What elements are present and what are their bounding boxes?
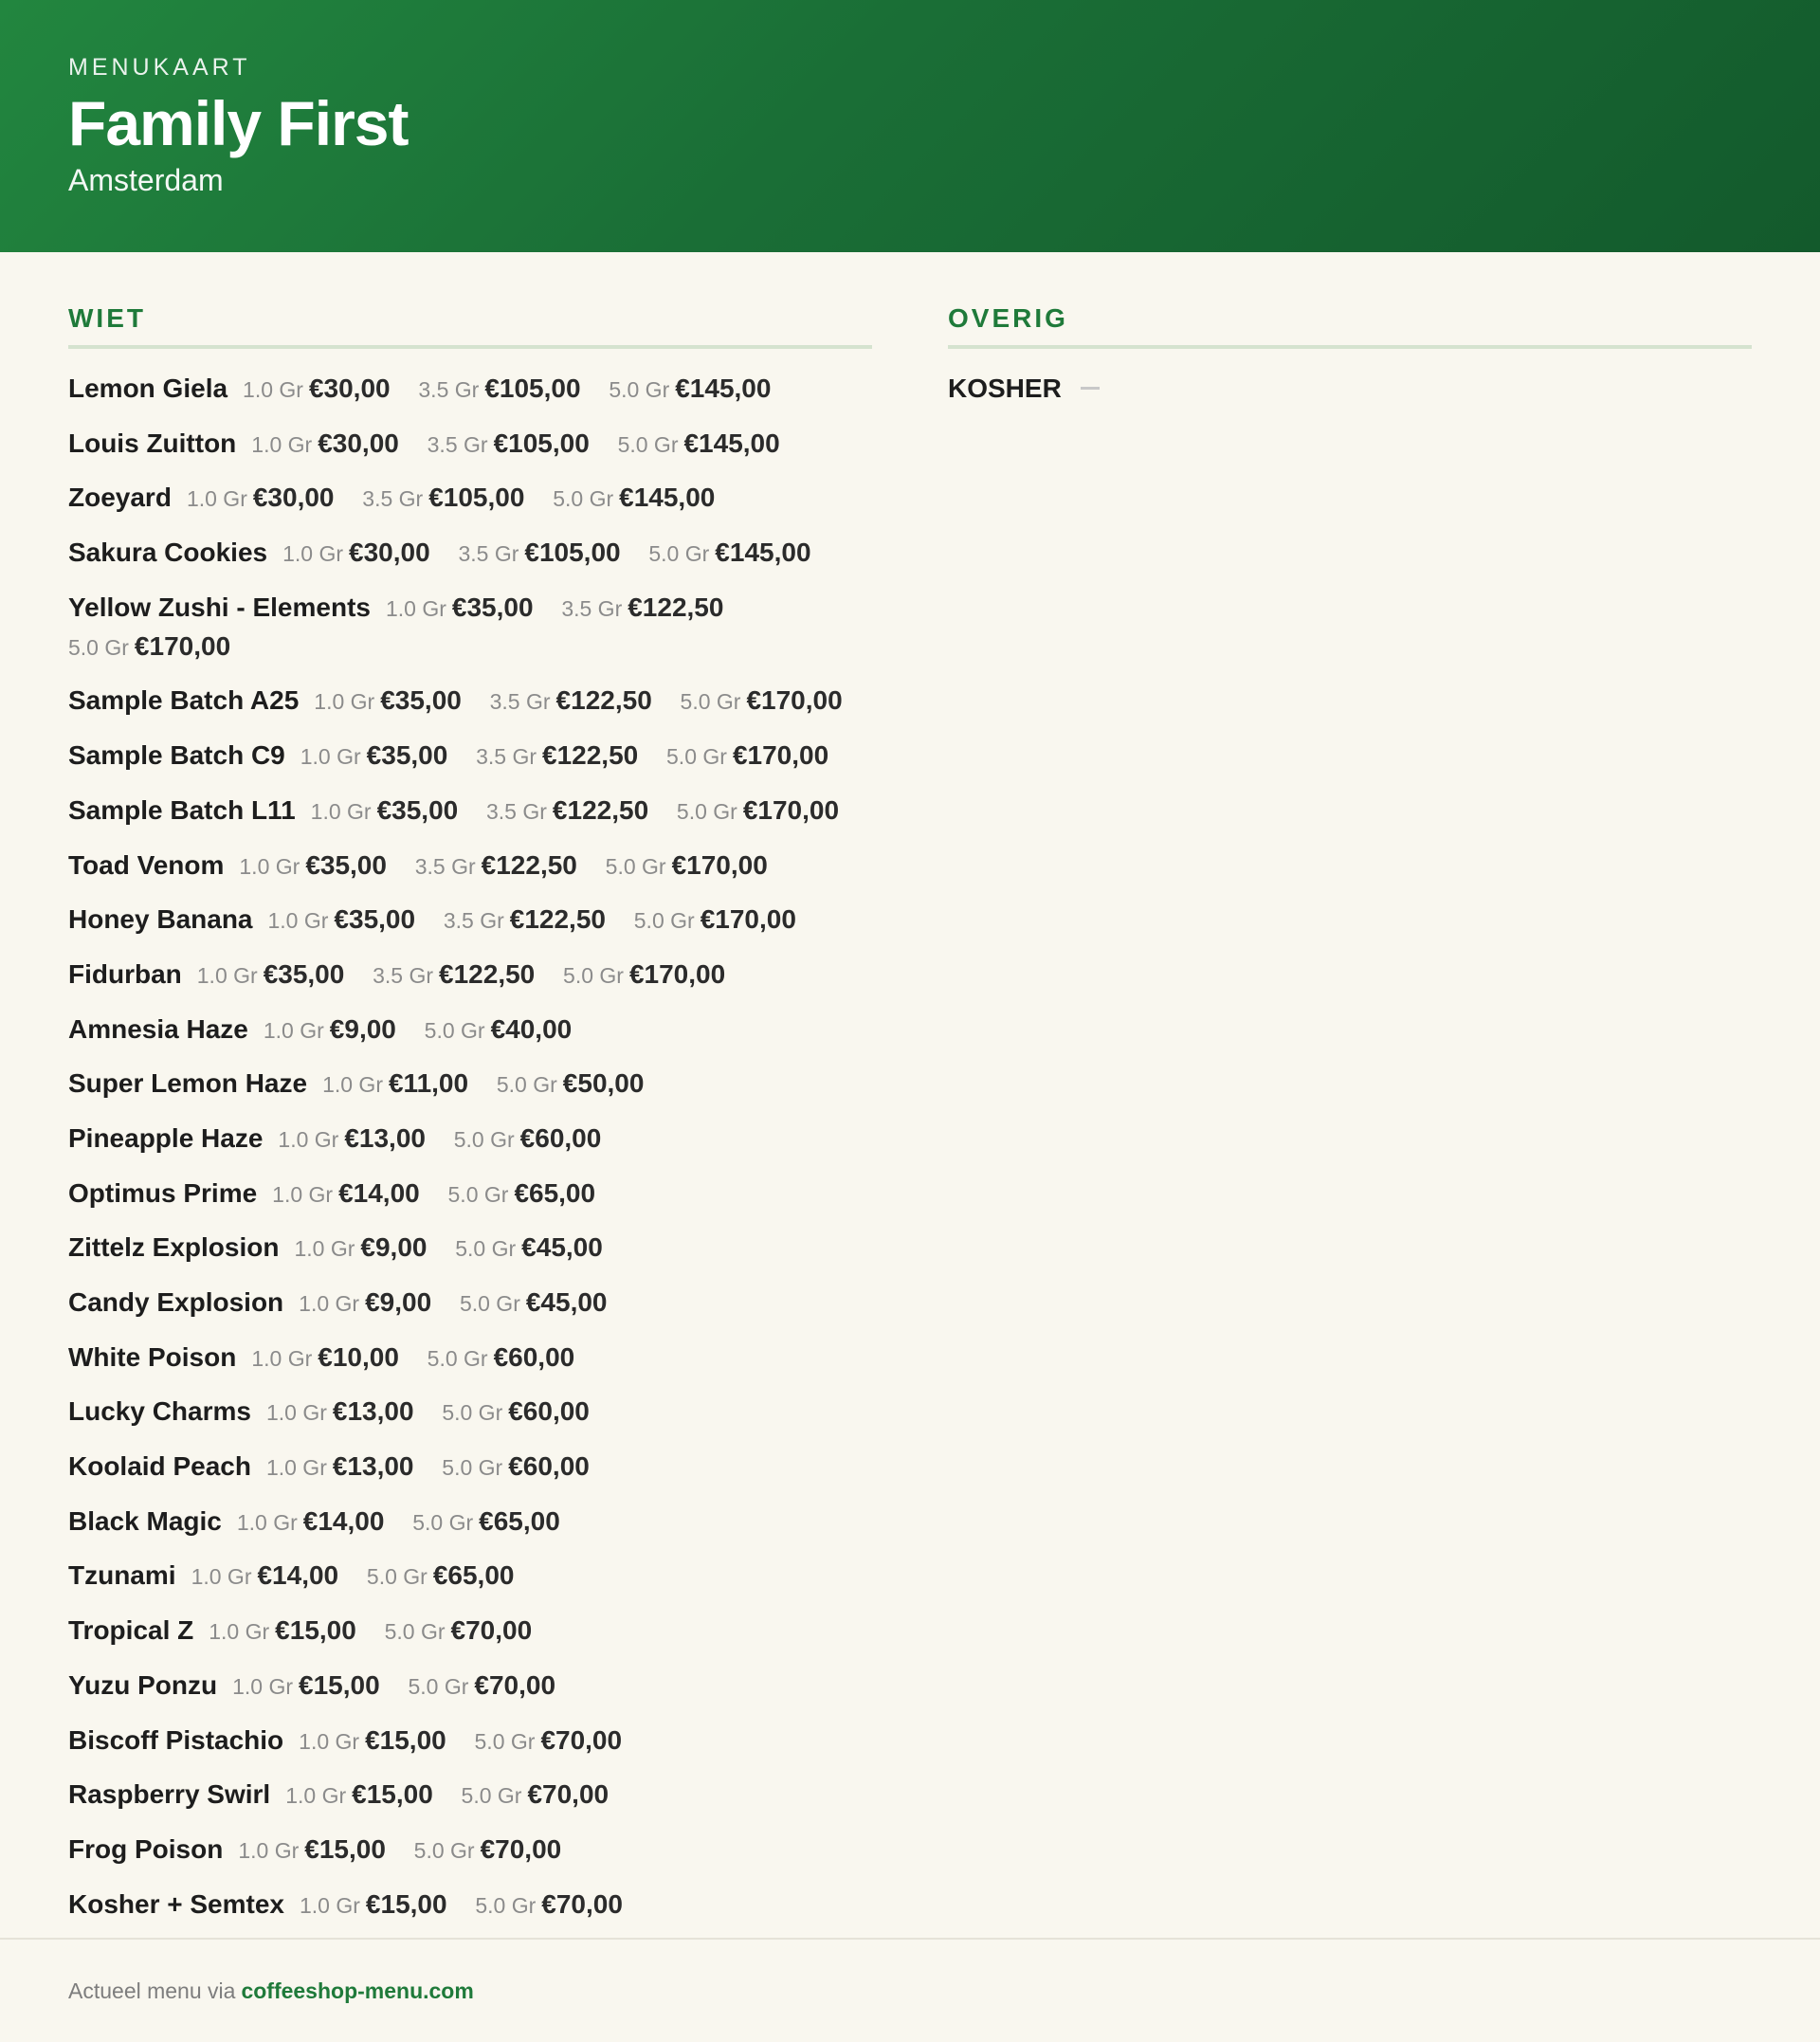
price-option bbox=[490, 685, 652, 715]
price-weight: 5.0 Gr bbox=[680, 689, 741, 715]
price-value: €70,00 bbox=[474, 1669, 556, 1700]
price-value: €65,00 bbox=[479, 1505, 560, 1536]
menu-item bbox=[68, 1120, 872, 1158]
price-value: €170,00 bbox=[671, 849, 768, 880]
price-weight: 1.0 Gr bbox=[236, 1509, 298, 1535]
price-option bbox=[462, 1779, 610, 1809]
menu-item bbox=[68, 1448, 872, 1486]
menu-eyebrow: MENUKAART bbox=[68, 54, 251, 81]
price-option bbox=[563, 959, 725, 989]
price-value: €60,00 bbox=[508, 1451, 590, 1482]
price-option bbox=[609, 374, 771, 403]
price-weight: 5.0 Gr bbox=[563, 962, 624, 988]
menu-item bbox=[68, 847, 872, 885]
price-option bbox=[497, 1068, 645, 1098]
item-name: KOSHER bbox=[948, 374, 1062, 403]
price-value: €105,00 bbox=[493, 428, 590, 458]
price-option bbox=[681, 685, 843, 715]
price-value: €35,00 bbox=[334, 904, 416, 935]
menu-item bbox=[68, 370, 872, 409]
menu-item bbox=[68, 589, 872, 666]
price-weight: 1.0 Gr bbox=[285, 1783, 347, 1809]
section-title: OVERIG bbox=[948, 300, 1752, 349]
price-option bbox=[314, 685, 462, 715]
price-value: €11,00 bbox=[388, 1068, 469, 1099]
price-weight: 1.0 Gr bbox=[191, 1564, 252, 1590]
price-value: €122,50 bbox=[481, 849, 577, 880]
price-weight: 5.0 Gr bbox=[633, 908, 695, 934]
price-value: €170,00 bbox=[732, 740, 829, 771]
price-value: €15,00 bbox=[365, 1888, 447, 1919]
price-option bbox=[476, 740, 638, 770]
price-option bbox=[311, 795, 459, 825]
price-weight: 3.5 Gr bbox=[489, 689, 551, 715]
item-name: Sakura Cookies bbox=[68, 538, 268, 568]
price-option bbox=[322, 1068, 468, 1098]
price-option bbox=[553, 483, 715, 512]
price-option bbox=[187, 483, 335, 512]
item-name: Toad Venom bbox=[68, 849, 225, 880]
price-weight: 5.0 Gr bbox=[475, 1892, 537, 1918]
price-value: €13,00 bbox=[332, 1396, 414, 1427]
price-weight: 5.0 Gr bbox=[553, 486, 614, 512]
price-option bbox=[455, 1232, 603, 1262]
price-value: €170,00 bbox=[742, 794, 840, 825]
price-weight: 1.0 Gr bbox=[299, 1291, 360, 1316]
price-option bbox=[251, 1342, 399, 1372]
price-value: €9,00 bbox=[365, 1287, 432, 1317]
price-weight: 1.0 Gr bbox=[314, 689, 375, 715]
menu-item bbox=[68, 682, 872, 720]
price-weight: 1.0 Gr bbox=[310, 798, 372, 824]
price-weight: 3.5 Gr bbox=[443, 908, 504, 934]
menu-item bbox=[68, 792, 872, 830]
price-weight: 1.0 Gr bbox=[322, 1072, 383, 1098]
menu-item bbox=[68, 1886, 872, 1924]
price-option bbox=[285, 1779, 433, 1809]
price-value: €60,00 bbox=[493, 1341, 575, 1372]
price-weight: 1.0 Gr bbox=[209, 1619, 270, 1645]
item-name: Fidurban bbox=[68, 958, 182, 989]
price-weight: 5.0 Gr bbox=[384, 1619, 446, 1645]
item-name: Lucky Charms bbox=[68, 1396, 251, 1427]
price-option bbox=[486, 795, 648, 825]
price-option bbox=[415, 850, 577, 880]
price-option bbox=[444, 904, 606, 934]
price-option bbox=[299, 1287, 431, 1317]
price-option bbox=[425, 1014, 573, 1044]
price-value: €13,00 bbox=[344, 1122, 426, 1153]
price-weight: 5.0 Gr bbox=[427, 1345, 488, 1371]
price-value: €122,50 bbox=[555, 685, 652, 716]
price-value: €35,00 bbox=[376, 794, 459, 825]
price-option bbox=[460, 1287, 608, 1317]
item-name: Louis Zuitton bbox=[68, 428, 237, 458]
item-name: Optimus Prime bbox=[68, 1177, 258, 1208]
price-option bbox=[561, 593, 723, 622]
price-value: €70,00 bbox=[527, 1779, 610, 1810]
price-weight: 5.0 Gr bbox=[408, 1673, 469, 1699]
price-option bbox=[266, 1396, 414, 1426]
price-weight: 5.0 Gr bbox=[676, 798, 737, 824]
menu-item bbox=[68, 737, 872, 775]
price-option bbox=[300, 740, 448, 770]
price-value: €145,00 bbox=[675, 374, 772, 403]
price-weight: 1.0 Gr bbox=[282, 541, 344, 567]
price-option bbox=[606, 850, 768, 880]
price-value: €10,00 bbox=[318, 1341, 399, 1372]
price-option bbox=[197, 959, 345, 989]
price-value: €65,00 bbox=[432, 1560, 515, 1591]
price-weight: 3.5 Gr bbox=[362, 486, 424, 512]
price-weight: 1.0 Gr bbox=[278, 1126, 339, 1152]
price-weight: 5.0 Gr bbox=[648, 541, 710, 567]
price-option bbox=[418, 374, 580, 403]
price-option bbox=[268, 904, 416, 934]
price-weight: 1.0 Gr bbox=[385, 595, 446, 621]
price-option bbox=[677, 795, 839, 825]
price-option bbox=[408, 1670, 555, 1700]
menu-item bbox=[68, 1557, 872, 1595]
price-option bbox=[300, 1889, 447, 1919]
price-value: €50,00 bbox=[562, 1068, 645, 1099]
shop-city: Amsterdam bbox=[68, 163, 224, 197]
menu-item bbox=[68, 1667, 872, 1705]
price-value: €35,00 bbox=[263, 958, 345, 989]
price-weight: 1.0 Gr bbox=[265, 1455, 327, 1481]
price-value: €105,00 bbox=[524, 538, 621, 568]
item-name: Sample Batch L11 bbox=[68, 794, 296, 825]
price-weight: 1.0 Gr bbox=[251, 1345, 313, 1371]
price-value: €30,00 bbox=[349, 538, 430, 568]
menu-item bbox=[68, 901, 872, 939]
menu-item bbox=[68, 1722, 872, 1760]
price-value: €15,00 bbox=[352, 1779, 433, 1810]
price-option bbox=[237, 1506, 385, 1536]
price-weight: 1.0 Gr bbox=[238, 1837, 300, 1863]
price-weight: 1.0 Gr bbox=[294, 1236, 355, 1262]
item-name: Frog Poison bbox=[68, 1833, 224, 1864]
item-name: Koolaid Peach bbox=[68, 1451, 251, 1482]
price-weight: 5.0 Gr bbox=[609, 377, 670, 402]
menu-item bbox=[68, 1503, 872, 1541]
price-weight: 3.5 Gr bbox=[373, 962, 434, 988]
price-weight: 5.0 Gr bbox=[617, 431, 679, 457]
price-option bbox=[412, 1506, 560, 1536]
menu-content bbox=[0, 252, 1820, 1938]
price-value: €60,00 bbox=[508, 1396, 590, 1427]
item-name: Super Lemon Haze bbox=[68, 1068, 308, 1099]
price-option bbox=[442, 1451, 590, 1481]
price-option bbox=[618, 428, 780, 458]
price-option bbox=[448, 1178, 596, 1208]
menu-item bbox=[68, 479, 872, 518]
price-value: €30,00 bbox=[308, 374, 391, 403]
price-option bbox=[367, 1560, 515, 1590]
price-option bbox=[266, 1451, 414, 1481]
price-option bbox=[238, 1834, 386, 1864]
price-option bbox=[634, 904, 796, 934]
menu-item bbox=[68, 1339, 872, 1377]
price-option bbox=[282, 538, 430, 567]
price-value: €70,00 bbox=[540, 1724, 623, 1755]
section-wiet bbox=[68, 300, 872, 1938]
price-weight: 5.0 Gr bbox=[412, 1509, 474, 1535]
price-weight: 5.0 Gr bbox=[666, 744, 727, 770]
item-name: White Poison bbox=[68, 1341, 237, 1372]
menu-item bbox=[68, 1065, 872, 1103]
price-weight: 5.0 Gr bbox=[424, 1017, 485, 1043]
item-name: Black Magic bbox=[68, 1505, 222, 1536]
item-name: Amnesia Haze bbox=[68, 1013, 248, 1044]
item-name: Sample Batch C9 bbox=[68, 740, 285, 771]
price-option bbox=[458, 538, 620, 567]
price-value: €170,00 bbox=[628, 958, 726, 989]
price-option bbox=[428, 428, 590, 458]
menu-item bbox=[68, 1175, 872, 1213]
price-option bbox=[209, 1615, 356, 1645]
price-option bbox=[278, 1123, 426, 1153]
shop-name: Family First bbox=[68, 88, 409, 158]
price-value: €35,00 bbox=[366, 740, 448, 771]
price-weight: 5.0 Gr bbox=[453, 1126, 515, 1152]
price-weight: 1.0 Gr bbox=[263, 1017, 324, 1043]
section-overig bbox=[948, 300, 1752, 1938]
price-option bbox=[239, 850, 387, 880]
menu-header bbox=[0, 0, 1820, 252]
price-value: €145,00 bbox=[683, 428, 780, 458]
price-weight: 3.5 Gr bbox=[561, 595, 623, 621]
price-value: €170,00 bbox=[746, 685, 843, 716]
price-weight: 5.0 Gr bbox=[442, 1400, 503, 1426]
price-value: €35,00 bbox=[451, 592, 534, 622]
price-option bbox=[299, 1725, 446, 1755]
price-value: €170,00 bbox=[134, 630, 231, 661]
price-value: €145,00 bbox=[715, 538, 811, 568]
menu-item bbox=[68, 1229, 872, 1267]
price-option bbox=[272, 1178, 420, 1208]
price-value: €45,00 bbox=[525, 1287, 608, 1317]
price-option bbox=[232, 1670, 380, 1700]
price-value: €15,00 bbox=[365, 1724, 446, 1755]
menu-item bbox=[948, 370, 1752, 408]
price-weight: 5.0 Gr bbox=[474, 1728, 536, 1754]
price-option bbox=[264, 1014, 396, 1044]
price-value: €122,50 bbox=[439, 958, 536, 989]
price-value: €122,50 bbox=[552, 794, 649, 825]
price-value: €122,50 bbox=[628, 592, 724, 622]
price-value: €14,00 bbox=[302, 1505, 385, 1536]
price-value: €70,00 bbox=[450, 1615, 533, 1646]
item-name: Pineapple Haze bbox=[68, 1122, 264, 1153]
price-option bbox=[442, 1396, 590, 1426]
section-title: WIET bbox=[68, 300, 872, 349]
item-name: Yellow Zushi - Elements bbox=[68, 592, 371, 622]
price-value: €14,00 bbox=[338, 1177, 420, 1208]
price-value: €70,00 bbox=[541, 1888, 623, 1919]
section-items bbox=[68, 370, 872, 1924]
footer-text: Actueel menu via bbox=[68, 1978, 236, 2003]
price-value: €13,00 bbox=[332, 1451, 414, 1482]
price-option bbox=[362, 483, 524, 512]
footer-link[interactable]: coffeeshop-menu.com bbox=[241, 1978, 474, 2003]
price-weight: 3.5 Gr bbox=[427, 431, 488, 457]
price-value: €105,00 bbox=[484, 374, 581, 403]
price-option bbox=[428, 1342, 575, 1372]
price-option bbox=[648, 538, 810, 567]
price-weight: 5.0 Gr bbox=[413, 1837, 475, 1863]
price-weight: 5.0 Gr bbox=[447, 1181, 509, 1207]
price-option bbox=[454, 1123, 602, 1153]
item-name: Sample Batch A25 bbox=[68, 685, 300, 716]
price-weight: 1.0 Gr bbox=[300, 1892, 360, 1918]
price-weight: 1.0 Gr bbox=[196, 962, 258, 988]
price-value: €35,00 bbox=[380, 685, 462, 716]
no-price-dash-icon bbox=[1081, 387, 1100, 390]
footer bbox=[0, 1938, 1820, 2042]
menu-item bbox=[68, 1831, 872, 1869]
price-weight: 1.0 Gr bbox=[265, 1400, 327, 1426]
price-value: €122,50 bbox=[509, 904, 606, 935]
price-weight: 5.0 Gr bbox=[459, 1291, 520, 1316]
price-option bbox=[666, 740, 828, 770]
price-weight: 3.5 Gr bbox=[486, 798, 547, 824]
item-name: Candy Explosion bbox=[68, 1287, 284, 1317]
price-option bbox=[385, 1615, 533, 1645]
price-value: €70,00 bbox=[480, 1833, 562, 1864]
price-value: €30,00 bbox=[252, 483, 335, 513]
price-weight: 3.5 Gr bbox=[414, 853, 476, 879]
menu-item bbox=[68, 956, 872, 994]
price-weight: 1.0 Gr bbox=[299, 1728, 360, 1754]
item-name: Raspberry Swirl bbox=[68, 1779, 271, 1810]
item-name: Kosher + Semtex bbox=[68, 1888, 284, 1919]
price-option bbox=[68, 631, 230, 661]
price-value: €35,00 bbox=[305, 849, 387, 880]
price-weight: 1.0 Gr bbox=[186, 486, 247, 512]
menu-item bbox=[68, 425, 872, 464]
menu-item bbox=[68, 534, 872, 573]
price-value: €15,00 bbox=[299, 1669, 380, 1700]
price-value: €145,00 bbox=[619, 483, 716, 513]
price-weight: 5.0 Gr bbox=[605, 853, 666, 879]
price-weight: 1.0 Gr bbox=[300, 744, 361, 770]
price-weight: 1.0 Gr bbox=[267, 908, 329, 934]
menu-item bbox=[68, 1011, 872, 1049]
price-option bbox=[386, 593, 534, 622]
price-value: €60,00 bbox=[519, 1122, 602, 1153]
price-value: €15,00 bbox=[275, 1615, 356, 1646]
price-value: €9,00 bbox=[360, 1232, 428, 1263]
price-option bbox=[251, 428, 399, 458]
price-option bbox=[294, 1232, 427, 1262]
item-name: Lemon Giela bbox=[68, 374, 228, 403]
price-value: €45,00 bbox=[521, 1232, 603, 1263]
price-weight: 5.0 Gr bbox=[461, 1783, 522, 1809]
price-weight: 5.0 Gr bbox=[442, 1455, 503, 1481]
price-weight: 3.5 Gr bbox=[458, 541, 519, 567]
price-value: €105,00 bbox=[428, 483, 525, 513]
section-items bbox=[948, 370, 1752, 408]
price-weight: 3.5 Gr bbox=[418, 377, 480, 402]
price-weight: 5.0 Gr bbox=[496, 1072, 557, 1098]
price-value: €122,50 bbox=[542, 740, 639, 771]
item-name: Zittelz Explosion bbox=[68, 1232, 280, 1263]
price-weight: 1.0 Gr bbox=[243, 377, 303, 402]
price-value: €40,00 bbox=[490, 1013, 573, 1044]
menu-item bbox=[68, 1393, 872, 1431]
item-name: Zoeyard bbox=[68, 483, 172, 513]
price-weight: 1.0 Gr bbox=[239, 853, 300, 879]
price-weight: 5.0 Gr bbox=[455, 1236, 517, 1262]
price-option bbox=[373, 959, 535, 989]
item-name: Biscoff Pistachio bbox=[68, 1724, 284, 1755]
menu-item bbox=[68, 1776, 872, 1814]
price-value: €9,00 bbox=[329, 1013, 396, 1044]
price-option bbox=[475, 1889, 623, 1919]
price-weight: 1.0 Gr bbox=[251, 431, 313, 457]
item-name: Tropical Z bbox=[68, 1615, 194, 1646]
price-weight: 5.0 Gr bbox=[366, 1564, 428, 1590]
menu-item bbox=[68, 1612, 872, 1650]
price-value: €65,00 bbox=[514, 1177, 596, 1208]
price-value: €30,00 bbox=[318, 428, 399, 458]
price-value: €15,00 bbox=[304, 1833, 386, 1864]
price-value: €14,00 bbox=[257, 1560, 339, 1591]
price-weight: 1.0 Gr bbox=[232, 1673, 294, 1699]
price-option bbox=[191, 1560, 339, 1590]
price-option bbox=[475, 1725, 623, 1755]
item-name: Yuzu Ponzu bbox=[68, 1669, 218, 1700]
item-name: Honey Banana bbox=[68, 904, 253, 935]
price-weight: 5.0 Gr bbox=[68, 634, 129, 660]
price-weight: 1.0 Gr bbox=[272, 1181, 334, 1207]
price-weight: 3.5 Gr bbox=[476, 744, 537, 770]
price-option bbox=[414, 1834, 562, 1864]
price-value: €170,00 bbox=[700, 904, 796, 935]
item-name: Tzunami bbox=[68, 1560, 176, 1591]
price-option bbox=[243, 374, 391, 403]
menu-item bbox=[68, 1284, 872, 1322]
